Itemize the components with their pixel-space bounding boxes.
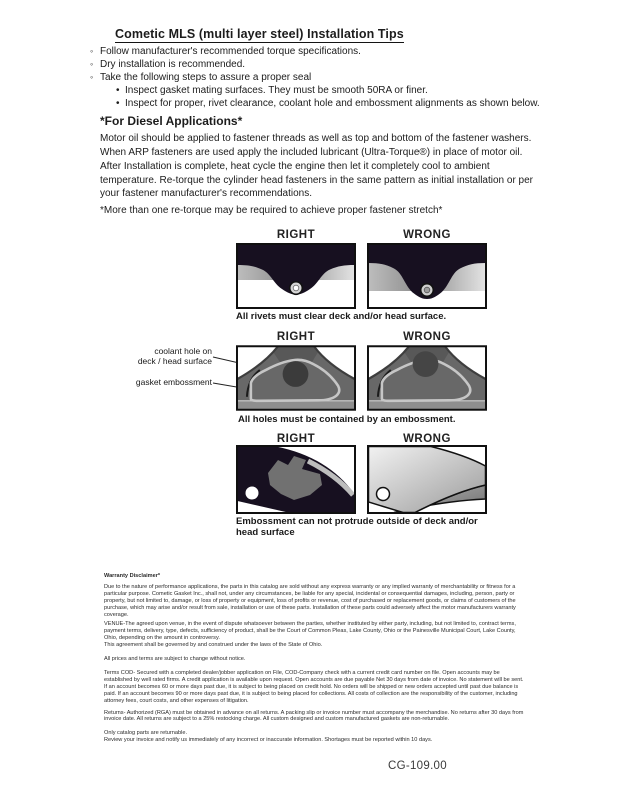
installation-tips-list [90, 45, 580, 110]
gasket-embossment-label: gasket embossment [135, 377, 212, 387]
warranty-paragraph: Returns- Authorized (RGA) must be obtained in advance on all returns. A packing slip or invoice number must accompany the merchandise. No returns after 30 days from invoice date. All returns are subject to a 25% restocking charge. All custom designed and custom manufactured gaskets are non-returnable. [104, 709, 524, 723]
wrong-label: WRONG [403, 331, 451, 343]
sub-list-item [116, 84, 580, 97]
page-number: CG-109.00 [388, 760, 447, 772]
list-item-text: Dry installation is recommended. [100, 59, 246, 70]
warranty-paragraph: Due to the nature of performance applications, the parts in this catalog are sold without any express warranty or any implied warranty of merchantability or fitness for a particular purpose. Cometic Gasket Inc., shall not, under any circumstances, be liable for any special, incidental or consequential damages, including, person, party or property, but not limited to, damage, or loss of property or equipment, loss of profits or revenue, cost of purchased or replacement goods, or claims of customers of the purchase, which may arise and/or result from sale, installation or use of these parts. Installation of these parts could adversely affect the motor manufacturers warranty coverage. [104, 583, 516, 618]
coolant-hole-label [100, 346, 212, 366]
warranty-paragraph: VENUE-The agreed upon venue, in the event of dispute whatsoever between the parties, whether instituted by either party, including, but not limited to, contract terms, payment terms, delivery, type, defects, sufficiency of product, shall be the Court of Common Pleas, Lake County, Ohio or the Painesville Municipal Court, Lake County, Ohio, depending on the amount in controversy. [104, 621, 516, 642]
list-item-text: Inspect gasket mating surfaces. They must be smooth 50RA or finer. [125, 85, 428, 96]
rivet-center [424, 287, 430, 293]
bullet-icon: ◦ [90, 59, 94, 69]
warranty-disclaimer [104, 573, 528, 744]
diagram-hole-right [236, 345, 356, 411]
bullet-icon: • [116, 85, 120, 96]
warranty-paragraph: This agreement shall be governed by and construed under the laws of the State of Ohio. [104, 642, 323, 649]
bottom-strip [237, 401, 354, 409]
rivet-center [293, 285, 299, 291]
warranty-paragraph: All prices and terms are subject to change without notice. [104, 656, 246, 663]
diesel-paragraph: After Installation is complete, heat cycle the engine then let it completely cool to ambient temperature. Re-torque the cylinder head fasteners in the same pattern as initial installation or per your fastener manufacturer's recommendations. [100, 161, 534, 199]
wrong-label: WRONG [403, 229, 451, 241]
list-item-text: Follow manufacturer's recommended torque specifications. [100, 46, 361, 57]
label-line: coolant hole on [154, 346, 212, 356]
wrong-label: WRONG [403, 433, 451, 445]
retorque-note: *More than one re-torque may be required to achieve proper fastener stretch* [100, 205, 443, 216]
bullet-icon: ◦ [90, 46, 94, 56]
diagram-protrude-right [236, 445, 356, 514]
coolant-hole [413, 351, 439, 377]
right-label: RIGHT [276, 229, 316, 241]
right-label: RIGHT [276, 331, 316, 343]
warranty-paragraph: Only catalog parts are returnable. [104, 730, 188, 737]
diagram-caption: All rivets must clear deck and/or head surface. [236, 311, 447, 322]
bolt-hole [246, 487, 259, 500]
page-title: Cometic MLS (multi layer steel) Installation Tips [115, 27, 404, 41]
bottom-strip [368, 401, 485, 409]
diesel-heading: *For Diesel Applications* [100, 114, 243, 128]
list-item [90, 71, 580, 84]
diagram-rivet-right [236, 243, 356, 309]
warranty-paragraph: Review your invoice and notify us immediately of any incorrect or inaccurate information. Shortages must be reported within 10 days. [104, 737, 433, 744]
diagram-rivet-wrong [367, 243, 487, 309]
label-line: deck / head surface [137, 356, 212, 366]
diagram-caption: Embossment can not protrude outside of deck and/or head surface [236, 516, 478, 538]
list-item [90, 45, 580, 58]
diagram-protrude-wrong [367, 445, 487, 514]
diesel-paragraph: Motor oil should be applied to fastener threads as well as top and bottom of the fastener washers. When ARP fasteners are used apply the included lubricant (Ultra-Torque®) in place of motor oil. [100, 133, 532, 158]
bullet-icon: ◦ [90, 72, 94, 82]
warranty-paragraph: Terms COD- Secured with a completed dealer/jobber application on File, COD-Company check with a current credit card number on file. Open accounts may be established by well rated firms. A credit application is available upon request. Open accounts are due payable Net 30 days from date of invoice. No statement will be sent. If an account becomes 60 or more days past due, it is subject to being placed on credit hold. No orders will be shipped or new orders accepted until past due balance is paid. If an account becomes 90 or more days past due, it is subject to being placed for collections. All costs of collection are the responsibility of the customer, including attorney fees, court costs, and other expenses of litigation. [104, 669, 524, 704]
coolant-hole [283, 361, 309, 387]
list-item-text: Inspect for proper, rivet clearance, coolant hole and embossment alignments as shown below. [125, 98, 540, 109]
list-item-text: Take the following steps to assure a proper seal [100, 72, 312, 83]
diagram-hole-wrong [367, 345, 487, 411]
warranty-heading: Warranty Disclaimer* [104, 573, 161, 579]
right-label: RIGHT [276, 433, 316, 445]
sub-list-item [116, 97, 580, 110]
diagram-caption: All holes must be contained by an embossment. [238, 414, 456, 425]
bolt-hole [377, 488, 390, 501]
bullet-icon: • [116, 98, 120, 109]
list-item [90, 58, 580, 71]
